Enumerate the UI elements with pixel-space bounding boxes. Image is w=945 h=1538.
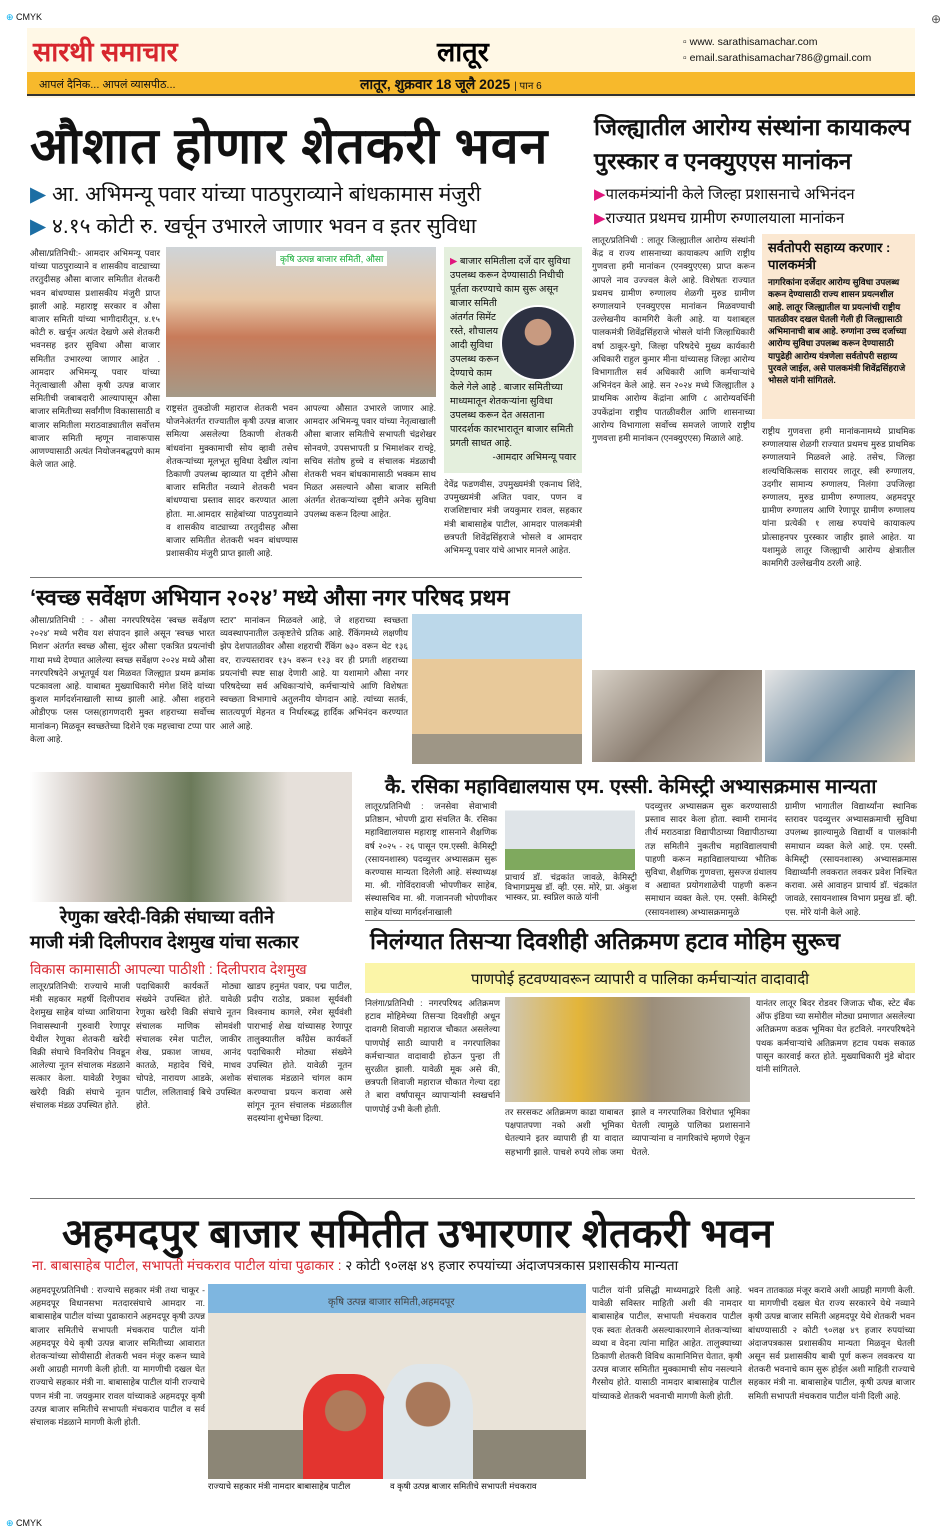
subhead-text: ४.१५ कोटी रु. खर्चून उभारले जाणार भवन व इतर सुविधा [51,215,477,238]
cmyk-label: CMYK [16,12,43,22]
email-link[interactable]: ▫ email.sarathisamachar786@gmail.com [683,52,872,64]
ahmadpur-subhead [32,1256,678,1274]
rasika-caption: प्राचार्य डॉ. चंद्रकांत जावळे, केमिस्ट्री विभागप्रमुख डॉ. व्ही. एस. मोरे, प्रा. अंकुश भास्कर, प्रा. स्वप्निल काळे यांनी [505,872,637,902]
page-number: | पान 6 [514,81,542,92]
health-subhead-2 [594,208,844,228]
date-text: लातूर, शुक्रवार 18 जूलै 2025 [360,76,511,92]
health-col-1: लातूर/प्रतिनिधी : लातूर जिल्ह्यातील आरोग्य संस्थांनी केंद्र व राज्य शासनाच्या कायाकल्प आणि राष्ट्रीय गुणवत्ता हमी मानांकन (एनक्युएएस) प्राप्त करून आपले नाव उज्ज्वल केले आहे. विशेषतः राज्यात प्रथमच ग्रामीण रुग्णालय शेळगी मुरुड ग्रामीण रुग्णालयाने एनक्युएएस मानांकन मिळवण्याची उल्लेखनीय कामगिरी केली आहे. या यशाबद्दल पालकमंत्री शिवेंद्रसिंहराजे भोसले यांनी जिल्हाधिकारी वर्षा ठाकूर-घुगे, जिल्हा परिषदेचे मुख्य कार्यकारी अधिकारी राहुल कुमार मीना यांच्यासह जिल्हा आरोग्य विभागातील सर्व अधिकारी आणि कर्मचाऱ्यांचे अभिनंदन केले आहे. सन २०२४ मध्ये जिल्ह्यातील ३ प्राथमिक आरोग्य केंद्रांना आणि ८ आरोग्यवर्धिनी उपकेंद्रांना राष्ट्रीय पातळीवरील आणि शासनाच्या आरोग्य विभागाला सर्वोच्च समजले जाणारे राष्ट्रीय गुणवत्ता हमी मानांकन (एनक्युएएस) मिळाले आहे. [592,235,755,444]
ausa-col-1: औसा/प्रतिनिधी:- आमदार अभिमन्यू पवार यांच्या पाठपुराव्याने व शासकीय वाट्याच्या तरतुदीसह औसा बाजार समितीत शेतकरी भवन बांधण्यास प्रशासकीय मंजुरी प्राप्त झाली आहे. महाराष्ट्र सरकार व औसा बाजार समिती यांच्या भागीदारीतून, ४.१५ कोटी रु. खर्चून अत्यंत देखणे असे शेतकरी भवनसह इतर सुविधा औसा बाजार समितीत उभारल्या जाणार आहेत . आमदार अभिमन्यू पवार यांच्या नेतृत्वाखाली औसा कृषी उत्पन्न बाजार समितीची जबाबदारी आल्यापासून औसा बाजार समितीच्या सर्वांगीण विकासासाठी व बाजार समितीला मराठवाड्यातील सर्वोत्तम बाजार समिती म्हणून नावारूपास आणण्यासाठी अत्यंत नियोजनबद्धपणे काम केले जात आहे. [30,248,160,470]
date-band [27,72,915,96]
renuka-subhead: विकास कामासाठी आपल्या पाठीशी : दिलीपराव देशमुख [30,961,307,977]
renuka-headline-2: माजी मंत्री दिलीपराव देशमुख यांचा सत्कार [30,932,299,952]
photo-caption-left: राज्याचे सहकार मंत्री नामदार बाबासाहेब पाटील [208,1481,351,1491]
ahmadpur-col-1: अहमदपूर/प्रतिनिधी : राज्याचे सहकार मंत्री तथा चाकूर - अहमदपूर विधानसभा मतदारसंघाचे आमदार ना. बाबासाहेब पाटील यांच्या पुढाकाराने अहमदपूर कृषी उत्पन्न बाजार समितीचे सभापती मंचकराव पाटील यांनी अहमदपूर येथे कृषी उत्पन्न बाजार समितीच्या आवारात शेतकऱ्यांच्या सोयीसाठी शेतकरी भवन मंजूर करून घ्यावे अशी आग्रही मागणी केली होती. या मागणीची दखल घेत राज्याचे सहकार मंत्री ना. बाबासाहेब पाटील यांनी राज्याचे पणन मंत्री ना. जयकुमार रावल यांच्याकडे अहमदपूर कृषी उत्पन्न बाजार समितीचे सभापती मंचकराव पाटील व सर्व संचालक मंडळाने मागणी केली होती. [30,1285,205,1428]
quote-text: बाजार समितीला दर्जे दार सुविधा उपलब्ध करून देण्यासाठी निधीची पूर्तता करण्याचे काम सुरू असून बाजार समिती अंतर्गत सिमेंट रस्ते, शौचालय आदी सुविधा उपलब्ध करून देण्याचे काम केले गेले आहे . बाजार समितीच्या माध्यमातून शेतकऱ्यांना सुविधा उपलब्ध करून देत असताना पारदर्शक कारभारातून बाजार समिती प्रगती साधत आहे. [450,256,574,449]
subhead-text: पाणपोई हटवण्यावरून व्यापारी व पालिका कर्मचाऱ्यांत वादावादी [470,971,810,988]
arrow-icon: ▶ [30,183,52,206]
ausa-col-3: आपल्या औसात उभारले जाणार आहे. आमदार अभिमन्यू पवार यांच्या नेतृत्वाखाली औसा बाजार समितीचे सभापती चंद्रशेखर सोनवणे, उपसभापती प्र भिमाशंकर राचट्टे, सचिव संतोष हुच्चे व संचालक मंडळाची शेतकरी भवन बांधकामासाठी भक्कम साथ मिळत असल्याने औसा बाजार समिती अंतर्गत शेतकऱ्यांच्या दृष्टीने अनेक सुविधा उपलब्ध करून दिल्या आहेत. [304,403,436,519]
renuka-headline-1: रेणुका खरेदी-विक्री संघाच्या वतीने [60,907,274,927]
subhead-red: ना. बाबासाहेब पाटील, सभापती मंचकराव पाटील यांचा पुढाकार : [32,1258,342,1273]
subhead-text: पालकमंत्र्यांनी केले जिल्हा प्रशासनाचे अभिनंदन [605,186,855,203]
ausa-col-4: देवेंद्र फडणवीस, उपमुख्यमंत्री एकनाथ शिंदे, उपमुख्यमंत्री अजित पवार, पणन व राजशिष्टाचार मंत्री जयकुमार रावल, सहकार मंत्री बाबासाहेब पाटील, आमदार पालकमंत्री छत्रपती शिवेंद्रसिंहराजे भोसले व आमदार अभिमन्यू पवार यांचे आभार मानले आहेत. [444,479,582,556]
nilanga-subhead-band [365,963,915,993]
swachh-col-1: औसा/प्रतिनिधी : - औसा नगरपरिषदेस 'स्वच्छ सर्वेक्षण २०२४' मध्ये भरीव यश संपादन झाले असून 'स्वच्छ भारत मिशन' अंतर्गत स्वच्छ औसा, सुंदर औसा' एकत्रित प्रयत्नांची गाथा मध्ये देण्यात आलेल्या स्वच्छ सर्वेक्षण २०२४ मध्ये औसा नगरपरिषदेने अभूतपूर्व यश मिळवत जिल्ह्यात प्रथम क्रमांक पटकावला आहे. याबाबत मुख्याधिकारी मंगेश शिंदे यांच्या कुशल मार्गदर्शनाखाली साध्य झाली आहे. औसा शहराने ओडीएफ प्लस प्लस(हागणदारी मुक्त शहराच्या सर्वोच्च मानांकन) मिळवून स्वच्छतेच्या दिशेने एक महत्त्वाचा टप्पा पार केला आहे. [30,615,215,744]
website-link[interactable]: ▫ www. sarathisamachar.com [683,36,818,48]
chairman-portrait [383,1364,473,1479]
leader-portrait [500,305,576,381]
tagline: आपलं दैनिक... आपलं व्यासपीठ... [39,79,176,91]
ahmadpur-col-2: पाटील यांनी प्रसिद्धी माध्यमाद्वारे दिली आहे. यावेळी सविस्तर माहिती अशी की नामदार बाबासाहेब पाटील, सभापती मंचकराव पाटील एक स्वतः शेतकरी असल्याकारणाने शेतकऱ्यांच्या व्यथा व वेदना त्यांना माहित आहेत. तालुक्याच्या ठिकाणी शेतकरी विविध कामानिमित्त येतात, कृषी उत्पन्न बाजार समितीत मुक्कामाची सोय नसल्याने गैरसोय होते. यासाठी नामदार बाबासाहेब पाटील यांच्याकडे शेतकरी भवनाची मागणी केली होती. [592,1285,742,1401]
ahmadpur-market-photo [208,1284,586,1479]
cmyk-label: CMYK [16,1518,43,1528]
arrow-icon: ▶ [594,186,606,203]
ausa-subhead-1 [30,180,481,208]
swachh-headline: ‘स्वच्छ सर्वेक्षण अभियान २०२४’ मध्ये औसा नगर परिषद प्रथम [30,585,510,610]
ausa-quote-box [444,247,582,473]
subhead-black: २ कोटी ९०लक्ष ४९ हजार रुपयांच्या अंदाजपत्रकास प्रशासकीय मान्यता [345,1258,679,1273]
nilanga-col-3: यानंतर लातूर बिदर रोडवर जिजाऊ चौक, स्टेट बँक ऑफ इंडिया च्या समोरील मोठ्या प्रमाणात असलेल्या अतिक्रमण कडक भूमिका घेत हटविले. नगरपरिषदेने पथक कर्मचाऱ्यांचे अतिक्रमण हटाव पथक सकाळ पासून कारवाई करत होते. मुख्याधिकारी मुंडे बोदार यांनी सांगितले. [756,998,915,1075]
nilanga-col-2: तर सरसकट अतिक्रमण काढा याबाबत पक्षपातपणा नको अशी भूमिका घेतल्याने इतर व्यापारी ही या वादात सहभागी झाले. पाचशे रुपये लोक जमा झाले व नगरपालिका विरोधात भूमिका घेतली त्यामुळे पालिका प्रशासनाने व्यापाऱ्यांना व नागरिकांचे म्हणणे ऐकून घेतले. [505,1107,750,1157]
photo-caption-right: व कृषी उत्पन्न बाजार समितीचे सभापती मंचकराव [390,1481,537,1491]
hospital-photo-2 [765,670,915,762]
website-text: www. sarathisamachar.com [689,36,818,48]
ausa-headline: औशात होणार शेतकरी भवन [30,118,549,174]
health-col-2: राष्ट्रीय गुणवत्ता हमी मानांकनामध्ये प्राथमिक रुग्णालयास शेळगी राज्यात प्रथमच मुरुड प्राथमिक रुग्णालयाने मिळवले आहे. तसेच, जिल्हा शल्यचिकित्सक सारायर लातूर, स्त्री रुग्णालय, उदगीर सामान्य रुग्णालय, निलंगा उपजिल्हा रुग्णालय, मुरुड ग्रामीण रुग्णालय, अहमदपूर ग्रामीण रुग्णालय आणि रेणापूर ग्रामीण रुग्णालय यांना प्रत्येकी १ लाख रुपयांचे कायाकल्प प्रोत्साहनपर पुरस्कार जाहीर झाले आहेत. या यशामुळे लातूर जिल्ह्याची आरोग्य क्षेत्रातील कामगिरी उल्लेखनीय ठरली आहे. [762,426,915,569]
divider [30,577,582,578]
nilanga-col-1: निलंगा/प्रतिनिधी : नगरपरिषद अतिक्रमण हटाव मोहिमेच्या तिसऱ्या दिवशीही अधून दावगरी शिवाजी महाराज चौकात असलेल्या पाणपोई साठी व्यापारी व नगरपालिका कर्मचाऱ्यात वादावादी होऊन पुन्हा ती सुरळीत झाली. यावेळी मूक असे की, छत्रपती शिवाजी महाराज चौकात गेल्या दहा ते बारा वर्षांपासून व्यापाऱ्यांनी स्वखर्चाने पाणपोई उभी केली होती. [365,998,500,1114]
swachh-col-2: स्टार" मानांकन मिळवले आहे, जे शहराच्या स्वच्छता व्यवस्थापनातील उत्कृष्टतेचे प्रतिक आहे. रँकिंगमध्ये लक्षणीय झेप देशपातळीवर औसा शहराची रँकिंग ७३० वरून थेट १३६ वर, राज्यस्तरावर १३५ वरून १२३ वर ही प्रगती शहराच्या प्रयत्नांची स्पष्ट साक्ष देणारी आहे. या यशामागे औसा नगर परिषदेच्या सर्व अधिकाऱ्यांचे, कर्मचाऱ्यांचे आणि विशेषतः स्वच्छता विभागाचे अतुलनीय योगदान आहे. त्यांच्या सतर्क, सातत्यपूर्ण मेहनत व निर्धारबद्ध हार्दिक अभिनंदन करण्यात आले आहे. [220,615,408,731]
ahmadpur-headline: अहमदपुर बाजार समितीत उभारणार शेतकरी भवन [62,1212,773,1256]
arrow-icon: ▶ [30,215,52,238]
photo-sign-text: कृषि उत्पन्न बाजार समिती,अहमदपूर [328,1297,455,1308]
rasika-col-1: लातूर/प्रतिनिधी : जनसेवा सेवाभावी प्रतिष्ठान, भोपणी द्वारा संचलित कै. रसिका महाविद्यालयास महाराष्ट्र शासनाने शैक्षणिक वर्ष २०२५ - २६ पासून एम.एस्सी. केमिस्ट्री (रसायनशास्त्र) पदव्युत्तर अभ्यासक्रम सुरू करण्यास मान्यता दिलेली आहे. संस्थाध्यक्ष मा. श्री. गोविंदरावजी भोपणीकर साहेब, संस्थासचिव मा. श्री. गजाननजी भोपणीकर साहेब यांच्या मार्गदर्शनाखाली [365,801,497,917]
subhead-text: आ. अभिमन्यू पवार यांच्या पाठपुराव्याने बांधकामास मंजुरी [51,183,481,206]
subhead-text: राज्यात प्रथमच ग्रामीण रुग्णालयाला मानांकन [605,210,845,227]
arrow-icon: ▶ [594,210,606,227]
health-headline-1: जिल्ह्यातील आरोग्य संस्थांना कायाकल्प [594,114,911,140]
print-mark-top: ⊕ CMYK [6,12,43,22]
renuka-col-2: पदाधिकारी कार्यकर्ते मोठ्या संख्येने उपस्थित होते. यावेळी रेणुका खरेदी विक्री संघाचे नूतन संचालक माणिक सोमवंशी संचालक रमेश पाटील, जाकीर शेख, प्रकाश जाधव, आनंद कातळे, महादेव चिंचे, माधव चोपडे, नारायण आडके, अशोक पाटील, ललितावाई बिचे उपस्थित होते. [136,981,241,1110]
print-mark-bottom: ⊕ CMYK [6,1518,43,1528]
minister-box [762,234,915,419]
masthead [27,28,915,98]
college-photo [505,800,635,870]
health-subhead-1 [594,184,855,204]
felicitation-photo [30,772,352,902]
quote-attribution: -आमदार अभिमन्यू पवार [492,452,576,463]
divider [365,920,915,921]
hospital-photo-1 [592,670,762,762]
arrow-icon: ▶ [450,256,461,267]
ausa-subhead-2 [30,212,476,240]
rasika-col-2: पदव्युत्तर अभ्यासक्रम सुरू करण्यासाठी प्रस्ताव सादर केला होता. स्वामी रामानंद तीर्थ मराठवाडा विद्यापीठाच्या विद्यापीठाच्या तज्ञ समितीने नुकतीच महाविद्यालयाची पाहणी करून महाविद्यालयाच्या भौतिक सुविधा, शैक्षणिक गुणवत्ता, सुसज्ज ग्रंथालय व अद्यावत प्रयोगशाळेची पाहणी करून समाधान व्यक्त केले. एम. एस्सी. केमिस्ट्री (रसायनशास्त्र) अभ्यासक्रमामुळे [645,801,777,917]
rasika-col-3: ग्रामीण भागातील विद्यार्थ्यांना स्थानिक स्तरावर पदव्युत्तर अभ्यासक्रमाची सुविधा उपलब्ध झाल्यामुळे विद्यार्थी व पालकांनी समाधान व्यक्त केले आहे. एम. एस्सी. केमिस्ट्री (रसायनशास्त्र) अभ्यासक्रमास विद्यार्थ्यांनी लवकरात लवकर प्रवेश निश्चित करावा. असे आवाहन प्राचार्य डॉ. चंद्रकांत जावळे, रसायनशास्त्र विभाग प्रमुख डॉ. व्ही. एस. मोरे यांनी केले आहे. [785,801,917,917]
divider [30,1198,915,1199]
photo-sign-text: कृषि उत्पन्न बाजार समिती, औसा [276,251,387,266]
edition-name: लातूर [437,37,489,67]
renuka-col-1: लातूर/प्रतिनिधी: राज्याचे माजी मंत्री सहकार महर्षी दिलीपराव देशमुख साहेब यांच्या आशियाना निवासस्थानी गुरुवारी रेणापूर येथील रेणुका शेतकरी खरेदी विक्री संघाचे विनविरोध निवडून आलेल्या नूतन संचालक मंडळाने सत्कार केला. यावेळी रेणुका खरेदी विक्री संघाचे नूतन संचालक मंडळ उपस्थित होते. [30,981,130,1110]
ausa-market-photo [166,247,436,397]
bulldozer-photo [505,997,750,1102]
dateline [360,75,542,94]
ausa-col-2: राष्ट्रसंत तुकडोजी महाराज शेतकरी भवन योजनेअंतर्गत राज्यातील कृषी उत्पन्न बाजार समित्या असलेल्या ठिकाणी शेतकरी बांधवांना मुक्कामाची सोय व्हावी तसेच शेतकऱ्यांच्या मूलभूत सुविधा देखील त्यांना ठिकाणी उपलब्ध व्हाव्यात या दृष्टीने औसा बाजार समितीत नव्याने शेतकरी भवन बांधण्याचा प्रस्ताव सादर करण्यात आला होता. मा.आमदार साहेबांच्या पाठपुराव्याने व शासकीय वाट्याच्या तरतुदीसह औसा बाजार समितीत शेतकरी भवन बांधण्यास प्रशासकीय मंजुरी प्राप्त झाली आहे. [166,403,298,559]
rasika-headline: कै. रसिका महाविद्यालयास एम. एस्सी. केमिस्ट्री अभ्यासक्रमास मान्यता [385,776,877,798]
email-text: email.sarathisamachar786@gmail.com [689,52,872,64]
registration-mark-icon: ⊕ [930,12,941,26]
health-headline-2: पुरस्कार व एनक्युएएस मानांकन [594,148,852,174]
municipal-building-photo [412,614,582,764]
box-text: नागरिकांना दर्जेदार आरोग्य सुविधा उपलब्ध करून देण्यासाठी राज्य शासन प्रयत्नशील आहे. लातूर जिल्ह्यातील या प्रयत्नांची राष्ट्रीय पातळीवर दखल घेतली गेली ही जिल्ह्यासाठी अभिमानाची बाब आहे. रुग्णांना उच्च दर्जाच्या आरोग्य सुविधा उपलब्ध करून देण्यासाठी यापुढेही आरोग्य यंत्रणेला सर्वतोपरी सहाय्य पुरवले जाईल, असे पालकमंत्री शिवेंद्रसिंहराजे भोसले यांनी सांगितले. [768,277,907,386]
newspaper-name: सारथी समाचार [33,37,178,67]
nilanga-headline: निलंग्यात तिसऱ्या दिवशीही अतिक्रमण हटाव मोहिम सुरूच [370,928,841,954]
box-title: सर्वतोपरी सहाय्य करणार : पालकमंत्री [768,240,891,272]
ausa-right-column [444,247,582,572]
ahmadpur-col-3: भवन तातकाळ मंजूर करावे अशी आग्रही मागणी केली. या मागणीची दखल घेत राज्य सरकारने येथे नव्याने कृषी उत्पन्न बाजार समिती अहमदपूर येथे शेतकरी भवन बांधण्यासाठी २ कोटी ९०लक्ष ४९ हजार रुपयांच्या अंदाजपत्रकास प्रशासकीय मान्यता मिळवून घेतली असून सर्व प्रशासकीय बाबी पूर्ण करून लवकरच या शेतकरी भवनाचे काम सुरू होईल अशी माहिती राज्याचे सहकार मंत्री ना. बाबासाहेब पाटील, कृषी उत्पन्न बाजार समिती सभापती मंचकराव पाटील यांनी दिली आहे. [748,1285,915,1401]
minister-portrait [303,1374,388,1479]
renuka-col-3: खाडप हनुमंत पवार, पद्म पाटील, प्रदीप राठोड, प्रकाश सूर्यवंशी विश्वनाथ कागले, रमेश सूर्यवंशी पाराभाई शेख यांच्यासह रेणापूर तालुक्यातील काँग्रेस कार्यकर्ते पदाधिकारी मोठ्या संख्येने उपस्थित होते. यावेळी नूतन संचालक मंडळाने चांगल काम करण्याचा प्रयत्न करावा असे सांगून नूतन संचालक मंडळातील सदस्यांना शुभेच्छा दिल्या. [247,981,352,1124]
